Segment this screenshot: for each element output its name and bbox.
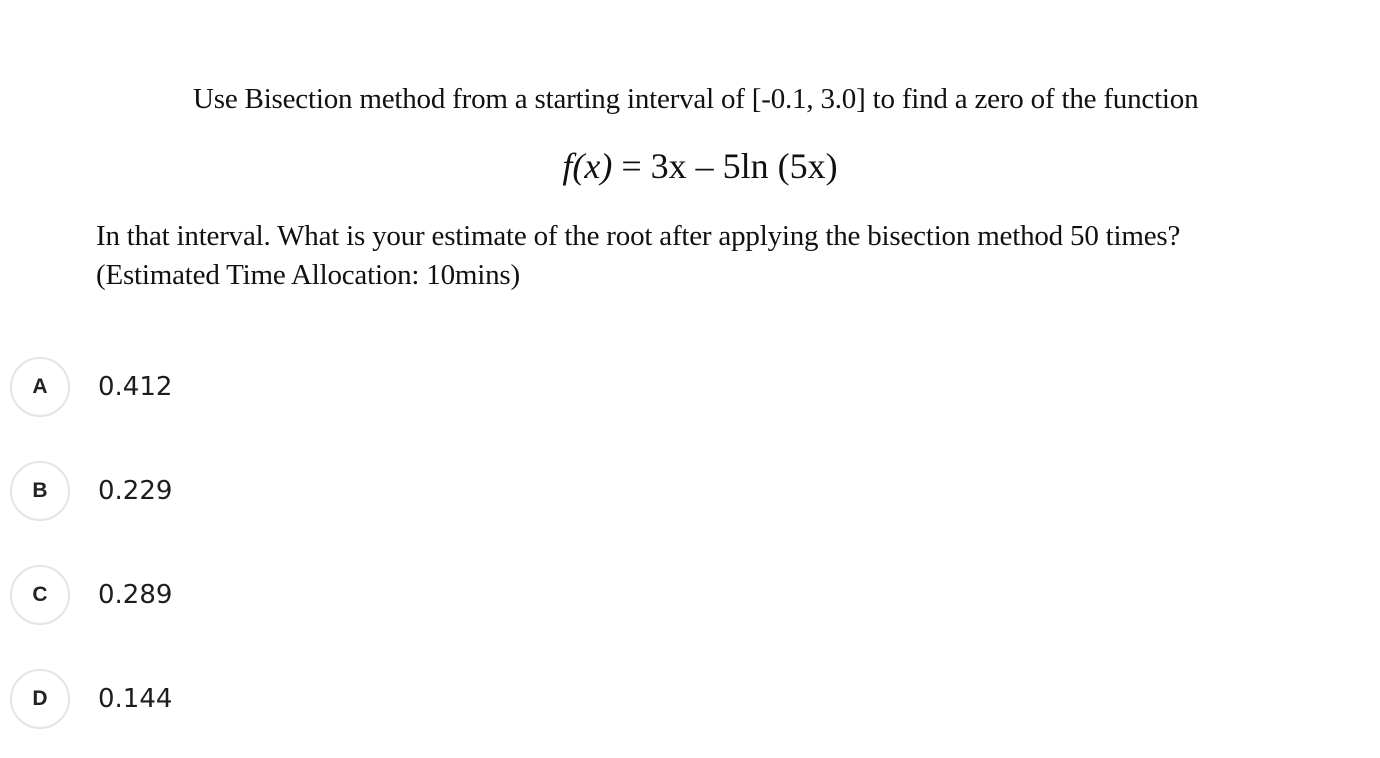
option-value: 0.144 xyxy=(98,684,173,714)
equation-function-name: f(x) xyxy=(562,146,613,186)
option-letter-badge: B xyxy=(10,461,70,521)
question-equation xyxy=(0,143,1380,189)
option-value: 0.412 xyxy=(98,372,173,402)
option-letter-badge: C xyxy=(10,565,70,625)
option-letter-badge: D xyxy=(10,669,70,729)
question-body xyxy=(0,0,1380,320)
option-b[interactable] xyxy=(10,459,610,523)
option-letter-badge: A xyxy=(10,357,70,417)
time-allocation: (Estimated Time Allocation: 10mins) xyxy=(96,259,520,291)
option-c[interactable] xyxy=(10,563,610,627)
question-prompt: In that interval. What is your estimate of the root after applying the bisection method 50 times? xyxy=(96,220,1181,252)
option-a[interactable] xyxy=(10,355,610,419)
option-value: 0.229 xyxy=(98,476,173,506)
option-d[interactable] xyxy=(10,667,610,731)
equation-expression: = 3x – 5ln (5x) xyxy=(612,146,838,186)
question-intro: Use Bisection method from a starting interval of [-0.1, 3.0] to find a zero of the function xyxy=(193,83,1199,115)
option-value: 0.289 xyxy=(98,580,173,610)
